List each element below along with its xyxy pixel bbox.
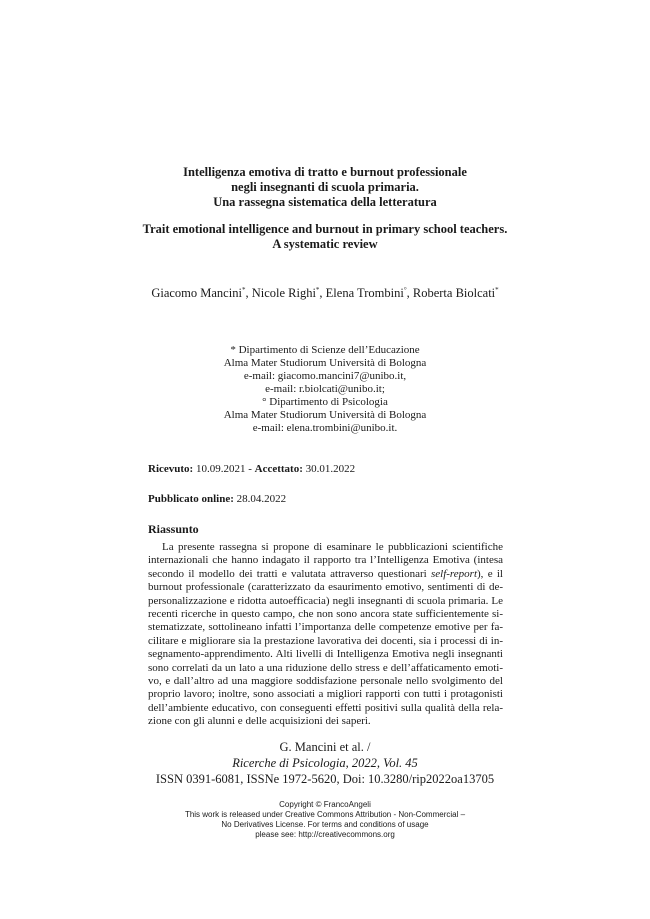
- email-line: e-mail: elena.trombini@unibo.it.: [252, 422, 398, 434]
- abstract-line: stematizzate, sottolineano infatti l’importanza delle competenze emotive per fa-: [148, 621, 503, 634]
- email-line: e-mail: giacomo.mancini7@unibo.it,: [243, 370, 407, 382]
- copyright-notice: [100, 800, 550, 840]
- abstract-line: internazionali che hanno indagato il rapporto tra l’Intelligenza Emotiva (intesa: [148, 554, 503, 567]
- license-line: No Derivatives License. For terms and conditions of usage: [221, 820, 429, 829]
- online-date-value: 28.04.2022: [233, 493, 287, 505]
- abstract-line: cilitare e migliorare sia la prestazione lavorativa dei docenti, sia i processi di in-: [148, 634, 503, 647]
- copyright-line: Copyright © FrancoAngeli: [279, 800, 371, 809]
- affiliation-mark: *: [495, 285, 499, 294]
- english-title-line: Trait emotional intelligence and burnout in primary school teachers.: [142, 222, 508, 236]
- author-separator: ,: [406, 286, 413, 300]
- abstract-line: secondo il modello dei tratti e valutata attraverso questionari self-report), e il: [148, 567, 503, 580]
- abstract-line: La presente rassegna si propone di esaminare le pubblicazioni scientifiche: [162, 541, 503, 553]
- abstract-line: segnamento-apprendimento. Alti livelli di Intelligenza Emotiva negli insegnanti: [148, 648, 503, 661]
- author-name: Elena Trombini: [325, 286, 404, 300]
- author-separator: ,: [245, 286, 252, 300]
- author-list: [100, 285, 550, 301]
- author-name: Giacomo Mancini: [151, 286, 242, 300]
- affiliation-line: ° Dipartimento di Psicologia: [262, 396, 388, 408]
- affiliation-line: * Dipartimento di Scienze dell’Educazione: [230, 344, 420, 356]
- italian-title-line: Intelligenza emotiva di tratto e burnout professionale: [183, 165, 467, 179]
- italic-term: self-report: [430, 567, 477, 580]
- accepted-date: 30.01.2022: [302, 463, 356, 475]
- author-name: Nicole Righi: [251, 286, 316, 300]
- citation-line: [100, 739, 550, 771]
- citation-journal: Ricerche di Psicologia, 2022, Vol. 45: [232, 756, 418, 770]
- journal-citation: [100, 739, 550, 787]
- accepted-label: Accettato:: [254, 463, 303, 475]
- abstract-line: burnout professionale (caratterizzato da esaurimento emotivo, sentimenti di de-: [148, 581, 503, 594]
- abstract-line: dell’ambiente educativo, con conseguenti effetti positivi sulla qualità della rela-: [148, 701, 503, 714]
- license-url-line: please see: http://creativecommons.org: [255, 830, 395, 839]
- received-date: 10.09.2021 -: [193, 463, 255, 475]
- received-label: Ricevuto:: [148, 463, 194, 475]
- italian-title: [110, 165, 540, 210]
- abstract-line: vo, e dall’altro ad una maggiore soddisfazione personale nello svolgimento del: [148, 675, 503, 688]
- citation-identifiers: ISSN 0391-6081, ISSNe 1972-5620, Doi: 10.3280/rip2022oa13705: [155, 772, 495, 786]
- author-name: Roberta Biolcati: [412, 286, 496, 300]
- affiliations: [150, 344, 500, 435]
- english-title: [110, 222, 540, 252]
- affiliation-mark: *: [241, 285, 246, 294]
- online-label: Pubblicato online:: [148, 493, 234, 505]
- english-title-line: A systematic review: [272, 237, 378, 251]
- author-separator: ,: [319, 286, 326, 300]
- abstract-line: recenti ricerche in questo campo, che non sono ancora state sufficientemente si-: [148, 608, 503, 621]
- online-date: [148, 492, 528, 506]
- abstract-line: proprio lavoro; inoltre, sono associati a migliori rapporti con tutti i protagonisti: [148, 688, 503, 701]
- email-line: e-mail: r.biolcati@unibo.it;: [265, 383, 385, 395]
- abstract-line: personalizzazione e ridotta autoefficacia) negli insegnanti di scuola primaria. Le: [148, 594, 503, 607]
- affiliation-mark: °: [403, 285, 407, 294]
- italian-title-line: negli insegnanti di scuola primaria.: [231, 180, 419, 194]
- citation-authors: G. Mancini et al. /: [279, 740, 371, 754]
- abstract-line: zione con gli alunni e delle acquisizioni dei saperi.: [148, 715, 371, 728]
- affiliation-mark: *: [315, 285, 320, 294]
- abstract-body: [148, 541, 503, 729]
- abstract-line: sono correlati da un lato a una riduzione dello stress e dell’affaticamento emoti-: [148, 661, 503, 674]
- affiliation-line: Alma Mater Studiorum Università di Bologna: [223, 357, 427, 369]
- abstract-heading: Riassunto: [148, 522, 199, 536]
- license-line: This work is released under Creative Commons Attribution - Non-Commercial –: [184, 810, 466, 819]
- received-accepted-dates: [148, 462, 528, 476]
- affiliation-line: Alma Mater Studiorum Università di Bologna: [223, 409, 427, 421]
- italian-title-line: Una rassegna sistematica della letteratura: [213, 195, 437, 209]
